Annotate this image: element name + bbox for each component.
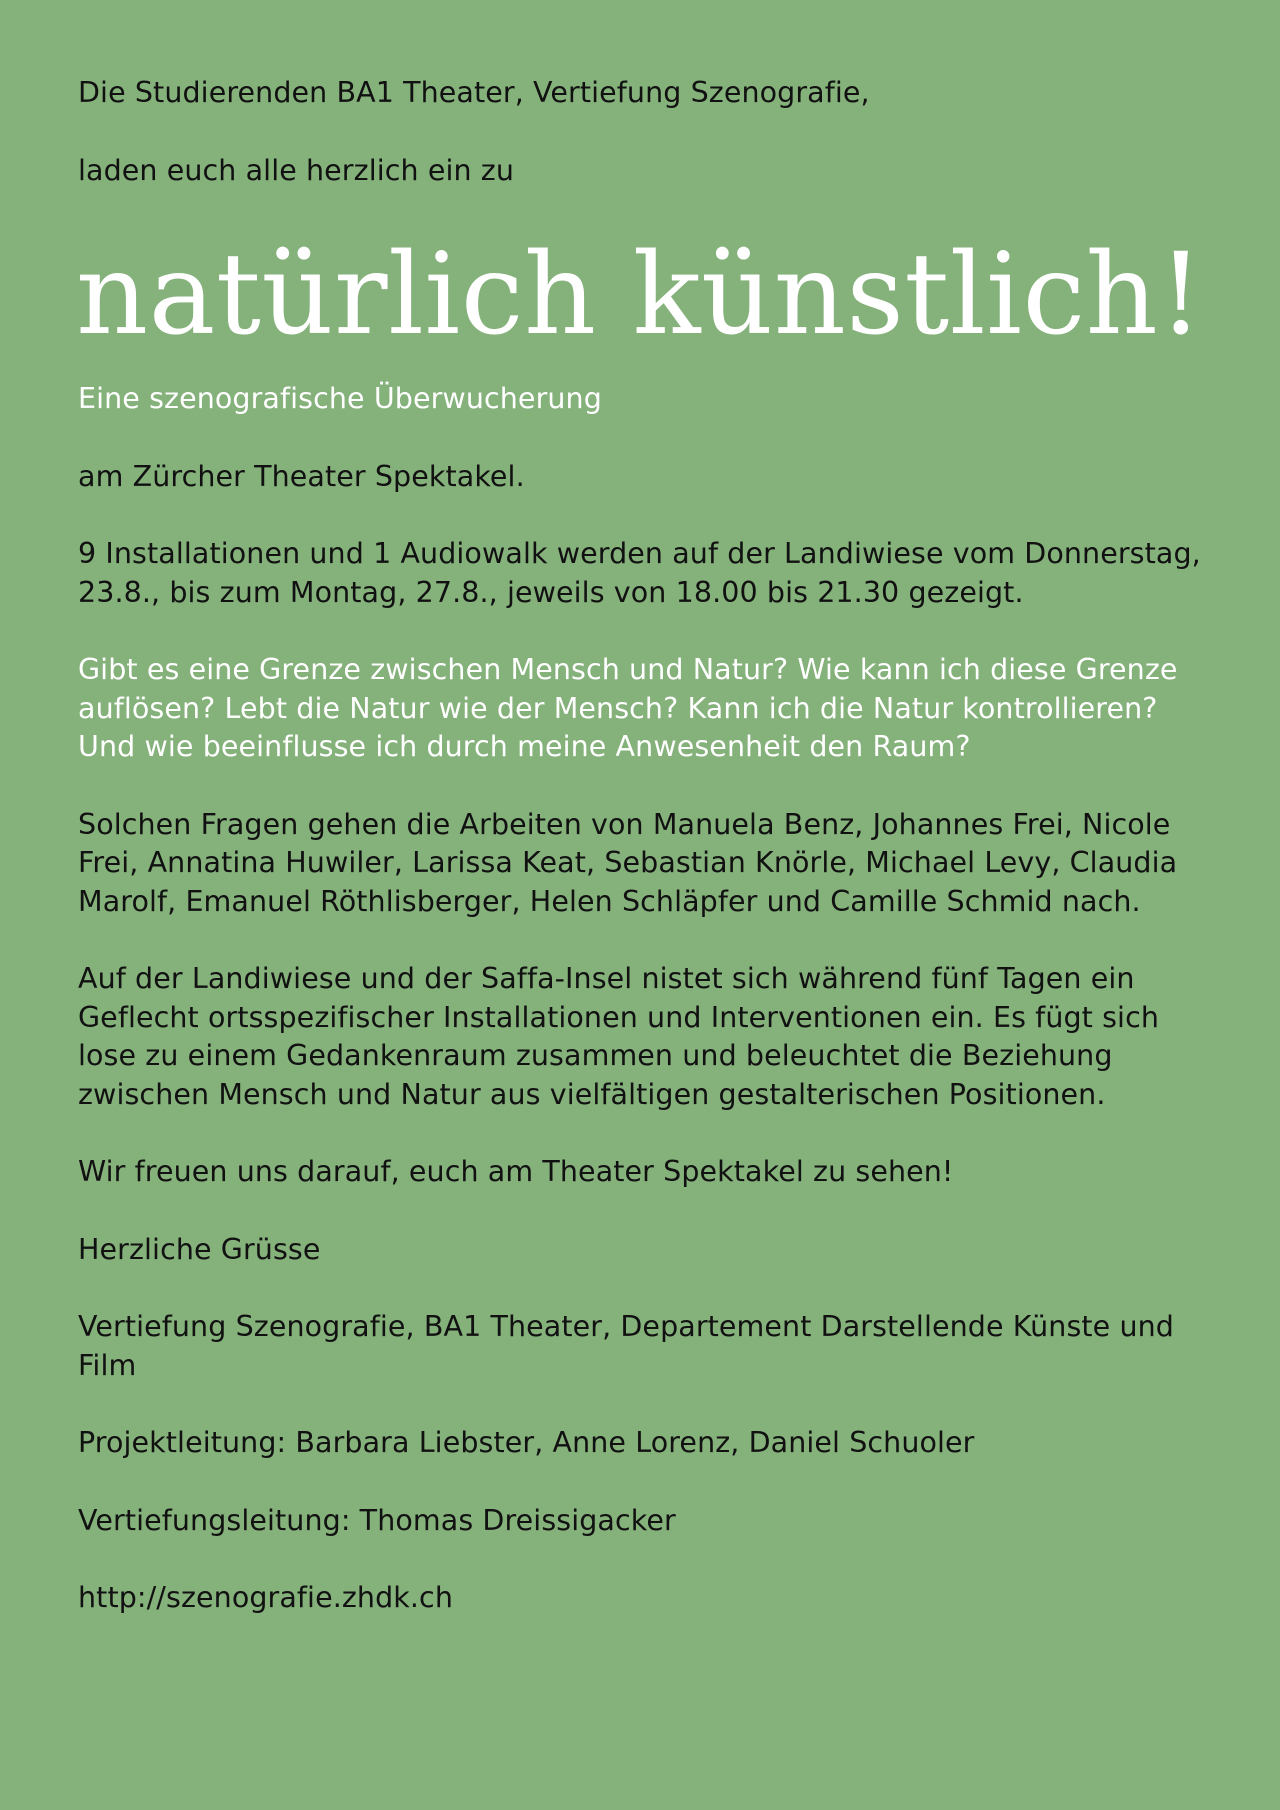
event-title: natürlich künstlich! — [76, 230, 1204, 360]
event-subtitle: Eine szenografische Überwucherung — [78, 382, 602, 415]
intro-line: Die Studierenden BA1 Theater, Vertiefung Szenografie, — [78, 76, 870, 109]
website-link[interactable]: http://szenografie.zhdk.ch — [78, 1581, 453, 1614]
artists-paragraph: Solchen Fragen gehen die Arbeiten von Manuela Benz, Johannes Frei, Nicole Frei, Annatina Huwiler, Larissa Keat, Sebastian Knörle, Michael Levy, Claudia Marolf, Emanuel Röthlisberger, Helen Schläpfer und Camille Schmid nach. — [78, 807, 1178, 918]
description-paragraph: Auf der Landiwiese und der Saffa-Insel nistet sich während fünf Tagen ein Geflecht ortsspezifischer Installationen und Interventionen ein. Es fügt sich lose zu einem Gedankenraum zusammen und beleuchtet die Beziehung zwischen Mensch und Natur aus vielfältigen gestalterischen Positionen. — [78, 962, 1159, 1111]
closing-line: Wir freuen uns darauf, euch am Theater Spektakel zu sehen! — [78, 1155, 954, 1188]
invite-line: laden euch alle herzlich ein zu — [78, 153, 515, 187]
greeting-line: Herzliche Grüsse — [78, 1232, 321, 1266]
website-line — [78, 1579, 1204, 1618]
questions-paragraph: Gibt es eine Grenze zwischen Mensch und Natur? Wie kann ich diese Grenze auflösen? Lebt die Natur wie der Mensch? Kann ich die Natur kontrollieren? Und wie beeinflusse ich durch meine Anwesenheit den Raum? — [78, 653, 1178, 763]
venue-line: am Zürcher Theater Spektakel. — [78, 459, 525, 493]
schedule-paragraph: 9 Installationen und 1 Audiowalk werden auf der Landiwiese vom Donnerstag, 23.8., bis zum Montag, 27.8., jeweils von 18.00 bis 21.30 gezeigt. — [78, 537, 1201, 609]
department-line: Vertiefung Szenografie, BA1 Theater, Departement Darstellende Künste und Film — [78, 1310, 1174, 1382]
specialization-lead-line: Vertiefungsleitung: Thomas Dreissigacker — [78, 1503, 676, 1537]
project-lead-line: Projektleitung: Barbara Liebster, Anne Lorenz, Daniel Schuoler — [78, 1426, 975, 1459]
